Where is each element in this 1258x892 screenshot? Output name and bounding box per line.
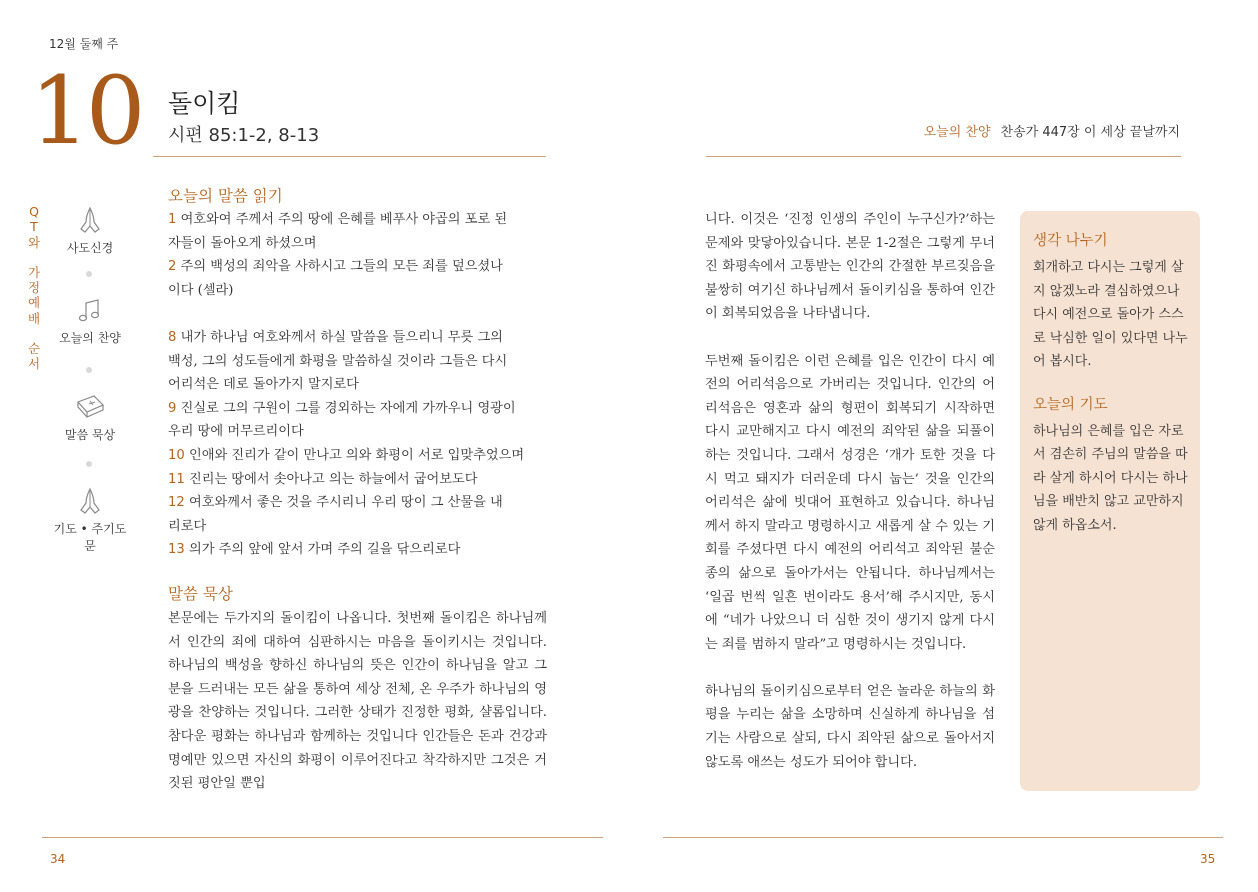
para-gap xyxy=(705,326,995,350)
header-divider-right xyxy=(706,156,1181,157)
vert-char: T xyxy=(30,219,38,235)
vert-gap xyxy=(27,250,41,265)
vert-char: 와 xyxy=(27,234,41,250)
verse-line: 이다 (셀라) xyxy=(168,282,234,298)
step-today-hymn xyxy=(50,297,130,346)
verse-line: 우리 땅에 머무르리이다 xyxy=(168,424,304,440)
step-word-meditation xyxy=(50,392,130,443)
step-divider-dot xyxy=(86,367,92,373)
bible-icon xyxy=(74,392,106,422)
day-number: 10 xyxy=(30,57,142,166)
verse-line: 12 여호와께서 좋은 것을 주시리니 우리 땅이 그 산물을 내 xyxy=(168,495,503,511)
vert-char: 배 xyxy=(27,310,41,326)
hymn-label: 오늘의 찬양 xyxy=(923,125,991,140)
step-prayer xyxy=(50,486,130,554)
verse-line: 13 의가 주의 앞에 앞서 가며 주의 길을 닦으리로다 xyxy=(168,542,461,558)
prayer-text: 하나님의 은혜를 입은 자로서 겸손히 주님의 말씀을 따라 살게 하시어 다시는 하나님을 배반치 않고 교만하지 않게 하옵소서. xyxy=(1033,423,1188,533)
step-divider-dot xyxy=(86,271,92,277)
share-text: 회개하고 다시는 그렇게 살지 않겠노라 결심하였으나 다시 예전으로 돌아가 스스로 낙심한 일이 있다면 나누어 봅시다. xyxy=(1033,260,1188,369)
verse-gap xyxy=(168,302,548,326)
verse-line: 2 주의 백성의 죄악을 사하시고 그들의 모든 죄를 덮으셨나 xyxy=(168,259,503,275)
today-hymn xyxy=(924,121,1180,140)
reflection-box xyxy=(1020,211,1200,791)
prayer-title: 오늘의 기도 xyxy=(1033,396,1108,413)
meditation-title: 말씀 묵상 xyxy=(168,585,233,603)
verse-line: 8 내가 하나님 여호와께서 하실 말씀을 들으리니 무릇 그의 xyxy=(168,329,503,345)
meditation-text: 본문에는 두가지의 돌이킴이 나옵니다. 첫번째 돌이킴은 하나님께서 인간의 죄에 대하여 심판하시는 마음을 돌이키시는 것입니다. 하나님의 백성을 향하신 하나님의 뜻은 인간이 하나님을 알고 그 분을 드러내는 모든 삶을 통하여 세상 전체, 온 우주가 하나님의 영광을 찬양하는 것입니다. 그러한 상태가 진정한 평화, 샬롬입니다. 참다운 평화는 하나님과 함께하는 것입니다 인간들은 돈과 건강과 명예만 있으면 자신의 화평이 이루어진다고 착각하지만 그것은 거짓된 평안일 뿐입 xyxy=(168,611,547,792)
share-title: 생각 나누기 xyxy=(1033,233,1108,249)
hymn-value: 찬송가 447장 이 세상 끝날까지 xyxy=(1000,125,1180,140)
week-label: 12월 둘째 주 xyxy=(49,37,119,51)
verse-line: 백성, 그의 성도들에게 화평을 말씀하실 것이라 그들은 다시 xyxy=(168,353,508,369)
footer-divider-right xyxy=(663,837,1223,838)
page-number-right: 35 xyxy=(1200,852,1216,866)
music-note-icon xyxy=(77,297,103,325)
page-number-left: 34 xyxy=(50,852,66,866)
header-divider-left xyxy=(153,156,546,157)
praying-hands-icon xyxy=(75,486,105,516)
step-label: 사도신경 xyxy=(66,241,114,255)
vert-char: 가 xyxy=(27,264,41,280)
verse-line: 11 진리는 땅에서 솟아나고 의는 하늘에서 굽어보도다 xyxy=(168,471,478,487)
step-divider-dot xyxy=(86,461,92,467)
verse-line: 10 인애와 진리가 같이 만나고 의와 화평이 서로 입맞추었으며 xyxy=(168,447,525,463)
reading-title: 오늘의 말씀 읽기 xyxy=(168,187,283,205)
vert-gap xyxy=(27,326,41,341)
vertical-section-label xyxy=(27,204,41,372)
verse-line: 자들이 돌아오게 하셨으며 xyxy=(168,235,317,251)
vert-char: 정 xyxy=(27,280,41,296)
footer-divider-left xyxy=(42,837,603,838)
verse-line: 9 진실로 그의 구원이 그를 경외하는 자에게 가까우니 영광이 xyxy=(168,400,516,416)
step-label: 말씀 묵상 xyxy=(64,428,116,442)
vert-char: 서 xyxy=(27,356,41,372)
page-title: 돌이킴 xyxy=(168,89,241,118)
vert-char: 순 xyxy=(27,341,41,357)
verse-line: 어리석은 데로 돌아가지 말지로다 xyxy=(168,377,359,393)
para-gap xyxy=(705,656,995,680)
vert-char: Q xyxy=(29,204,39,219)
praying-hands-icon xyxy=(75,205,105,235)
vert-char: 예 xyxy=(27,295,41,311)
step-label: 기도 • 주기도문 xyxy=(53,522,127,553)
verse-line: 리로다 xyxy=(168,518,207,534)
verse-line: 1 여호와여 주께서 주의 땅에 은혜를 베푸사 야곱의 포로 된 xyxy=(168,212,508,227)
meditation-paragraph: 니다. 이것은 ‘진정 인생의 주인이 누구신가?’하는 문제와 맞닿아있습니다. 본문 1-2절은 그렇게 무너진 화평속에서 고통받는 인간의 간절한 부르짖음을 불쌍히 여기신 하나님께서 돌이키심을 통하여 인간이 회복되었음을 나타냅니다. xyxy=(705,212,995,322)
step-label: 오늘의 찬양 xyxy=(59,331,121,345)
verse-list xyxy=(168,208,548,562)
meditation-continued xyxy=(705,208,995,774)
scripture-reference: 시편 85:1-2, 8-13 xyxy=(168,125,320,146)
meditation-paragraph: 두번째 돌이킴은 이런 은혜를 입은 인간이 다시 예전의 어리석음으로 가버리는 것입니다. 인간의 어리석음은 영혼과 삶의 형편이 회복되기 시작하면 다시 교만해지고 다시 예전의 죄악된 삶을 되풀이 하는 것입니다. 그래서 성경은 ‘개가 토한 것을 다시 먹고 돼지가 더러운데 다시 눕는’ 것을 인간의 어리석은 삶에 빗대어 표현하고 있습니다. 하나님께서 하지 말라고 명령하시고 새롭게 살 수 있는 기회를 주셨다면 다시 예전의 어리석고 죄악된 불순종의 삶으로 돌아가서는 안됩니다. 하나님께서는 ‘일곱 번씩 일흔 번이라도 용서’해 주시지만, 동시에 “네가 나았으니 더 심한 것이 생기지 않게 다시는 죄를 범하지 말라”고 명령하시는 것입니다. xyxy=(705,353,995,652)
meditation-paragraph: 하나님의 돌이키심으로부터 얻은 놀라운 하늘의 화평을 누리는 삶을 소망하며 신실하게 하나님을 섬기는 사람으로 살되, 다시 죄악된 삶으로 돌아서지 않도록 애쓰는 성도가 되어야 합니다. xyxy=(705,683,995,770)
step-apostles-creed xyxy=(50,205,130,256)
